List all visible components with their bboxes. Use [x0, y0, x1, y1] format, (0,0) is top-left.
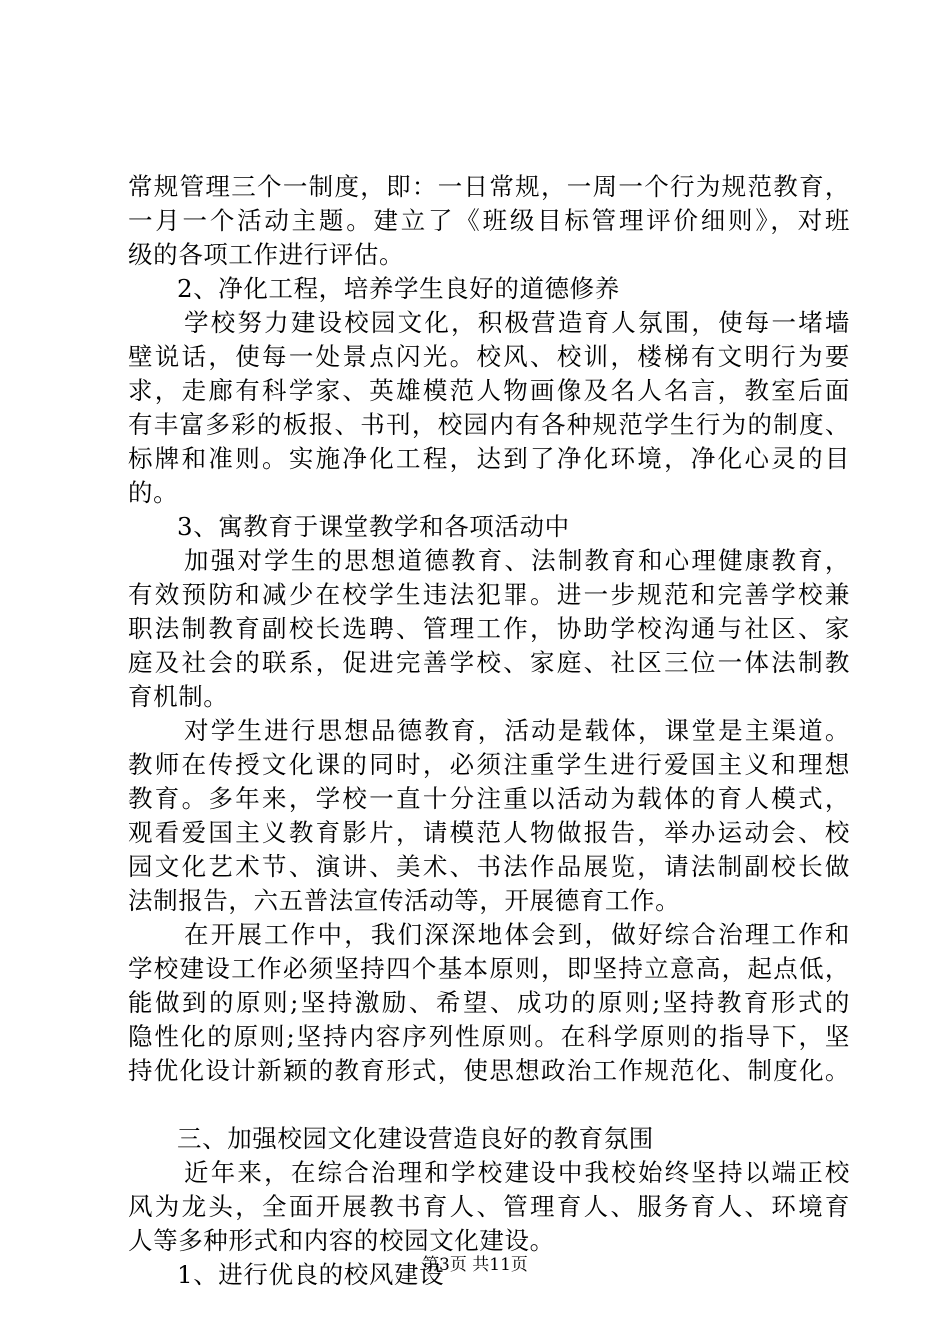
text-line: 能做到的原则;坚持激励、希望、成功的原则;坚持教育形式的: [128, 988, 850, 1017]
page-number-label: 第3页 共11页: [422, 1255, 528, 1275]
text-line: 教育。多年来，学校一直十分注重以活动为载体的育人模式，: [128, 784, 850, 813]
text-line: 有丰富多彩的板报、书刊，校园内有各种规范学生行为的制度、: [128, 410, 850, 439]
text-line: 学校建设工作必须坚持四个基本原则，即坚持立意高，起点低，: [128, 954, 850, 983]
text-line: 的。: [128, 478, 179, 507]
text-line: 风为龙头，全面开展教书育人、管理育人、服务育人、环境育: [128, 1192, 850, 1221]
text-line: 标牌和准则。实施净化工程，达到了净化环境，净化心灵的目: [128, 444, 850, 473]
text-line: 求，走廊有科学家、英雄模范人物画像及名人名言，教室后面: [128, 376, 850, 405]
text-line: 在开展工作中，我们深深地体会到，做好综合治理工作和: [184, 920, 850, 949]
page-footer: [0, 1253, 950, 1277]
text-line: 职法制教育副校长选聘、管理工作，协助学校沟通与社区、家: [128, 614, 850, 643]
text-line: 园文化艺术节、演讲、美术、书法作品展览，请法制副校长做: [128, 852, 850, 881]
text-line: 近年来，在综合治理和学校建设中我校始终坚持以端正校: [184, 1158, 850, 1187]
text-line: 有效预防和减少在校学生违法犯罪。进一步规范和完善学校兼: [128, 580, 850, 609]
text-line: 级的各项工作进行评估。: [128, 240, 405, 269]
document-body: [128, 170, 850, 1292]
text-line: 法制报告，六五普法宣传活动等，开展德育工作。: [128, 886, 681, 915]
section-heading: 3、寓教育于课堂教学和各项活动中: [177, 512, 570, 541]
text-line: 一月一个活动主题。建立了《班级目标管理评价细则》，对班: [128, 206, 850, 235]
text-line: 人等多种形式和内容的校园文化建设。: [128, 1226, 555, 1255]
text-line: 持优化设计新颖的教育形式，使思想政治工作规范化、制度化。: [128, 1056, 850, 1085]
text-line: 育机制。: [128, 682, 229, 711]
text-line: 隐性化的原则;坚持内容序列性原则。在科学原则的指导下，坚: [128, 1022, 850, 1051]
text-line: 对学生进行思想品德教育，活动是载体，课堂是主渠道。: [184, 716, 850, 745]
section-heading: 三、加强校园文化建设营造良好的教育氛围: [177, 1124, 654, 1153]
text-line: 加强对学生的思想道德教育、法制教育和心理健康教育，: [184, 546, 850, 575]
text-line: 教师在传授文化课的同时，必须注重学生进行爱国主义和理想: [128, 750, 850, 779]
paragraph-gap: [128, 1088, 850, 1122]
text-line: 学校努力建设校园文化，积极营造育人氛围，使每一堵墙: [184, 308, 850, 337]
text-line: 常规管理三个一制度，即：一日常规，一周一个行为规范教育，: [128, 172, 850, 201]
text-line: 壁说话，使每一处景点闪光。校风、校训，楼梯有文明行为要: [128, 342, 850, 371]
text-line: 观看爱国主义教育影片，请模范人物做报告，举办运动会、校: [128, 818, 850, 847]
text-line: 庭及社会的联系，促进完善学校、家庭、社区三位一体法制教: [128, 648, 850, 677]
section-heading: 2、净化工程，培养学生良好的道德修养: [177, 274, 620, 303]
section-heading: 1、进行优良的校风建设: [177, 1260, 445, 1289]
